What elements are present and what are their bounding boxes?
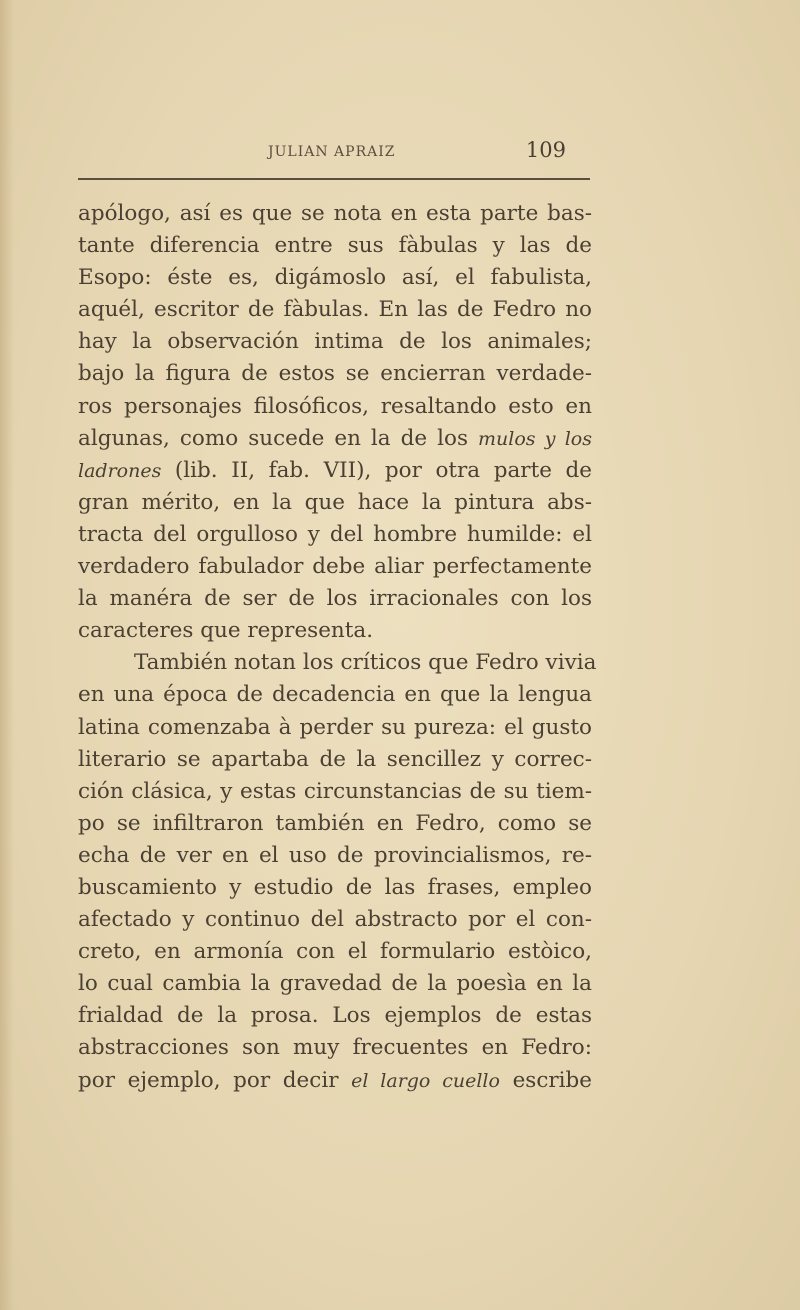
text-line [78, 647, 597, 679]
line-text: También notan los críticos que Fedro vivia [134, 650, 597, 676]
text-line [78, 1065, 592, 1097]
line-text: echa de ver en el uso de provincialismos, re- [78, 842, 592, 868]
line-text: caracteres que representa. [78, 618, 374, 644]
italic-title-text: el largo cuello [351, 1069, 500, 1092]
text-line [78, 423, 592, 455]
text-line [78, 262, 592, 294]
text-line [78, 1032, 592, 1064]
text-line [78, 1000, 592, 1032]
page-number: 109 [525, 138, 566, 162]
line-text: bajo la figura de estos se encierran verdade- [78, 361, 592, 387]
line-text: por ejemplo, por decir [78, 1067, 352, 1093]
text-line [78, 968, 592, 1000]
page-edge-shadow [0, 0, 14, 1310]
running-title: JULIAN APRAIZ [268, 144, 396, 160]
text-line [78, 936, 592, 968]
line-text: en una época de decadencia en que la lengua [78, 682, 592, 708]
line-text: po se infiltraron también en Fedro, como se [78, 810, 592, 836]
line-text: latina comenzaba à perder su pureza: el gusto [78, 714, 592, 740]
line-text: ros personajes filosóficos, resaltando esto en [78, 393, 592, 419]
page-header [78, 138, 590, 168]
line-text: apólogo, así es que se nota en esta parte bas- [78, 201, 592, 226]
line-text: aquél, escritor de fàbulas. En las de Fedro no [78, 297, 592, 323]
line-text: literario se apartaba de la sencillez y correc- [78, 746, 592, 772]
line-text: ción clásica, y estas circunstancias de su tiem- [78, 778, 592, 804]
text-line [78, 904, 592, 936]
line-text: verdadero fabulador debe aliar perfectamente [78, 554, 592, 580]
line-text: abstracciones son muy frecuentes en Fedro: [78, 1035, 592, 1061]
text-line [78, 840, 592, 872]
text-line [78, 455, 592, 487]
text-line [78, 487, 592, 519]
text-line [78, 583, 592, 615]
line-text: buscamiento y estudio de las frases, empleo [78, 874, 592, 900]
text-line [78, 326, 592, 358]
text-line [78, 872, 592, 904]
line-text: escribe [499, 1067, 593, 1093]
text-line [78, 776, 592, 808]
line-text: frialdad de la prosa. Los ejemplos de estas [78, 1003, 592, 1029]
line-text: gran mérito, en la que hace la pintura abs- [78, 489, 592, 515]
line-text: lo cual cambia la gravedad de la poesìa en la [78, 971, 592, 997]
italic-title-text: ladrones [78, 459, 162, 482]
line-text: (lib. II, fab. VII), por otra parte de [161, 457, 592, 483]
line-text: hay la observación intima de los animales; [78, 329, 592, 355]
text-line [78, 230, 592, 262]
body-text [78, 198, 597, 1097]
text-line [78, 551, 592, 583]
line-text: afectado y continuo del abstracto por el con- [78, 907, 592, 933]
line-text: tante diferencia entre sus fàbulas y las de [78, 233, 592, 259]
line-text: la manéra de ser de los irracionales con los [78, 586, 592, 612]
text-line [78, 712, 592, 744]
text-line [78, 615, 592, 647]
text-line [78, 744, 592, 776]
text-line [78, 198, 592, 230]
line-text: tracta del orgulloso y del hombre humilde: el [78, 521, 592, 547]
text-line [78, 519, 592, 551]
line-text: creto, en armonía con el formulario estòico, [78, 939, 592, 965]
text-line [78, 294, 592, 326]
header-rule [78, 178, 590, 180]
text-line [78, 679, 592, 711]
line-text: algunas, como sucede en la de los [78, 425, 479, 451]
text-line [78, 808, 592, 840]
text-line [78, 391, 592, 423]
italic-title-text: mulos y los [478, 427, 592, 450]
line-text: Esopo: éste es, digámoslo así, el fabulista, [78, 265, 592, 291]
text-line [78, 358, 592, 390]
